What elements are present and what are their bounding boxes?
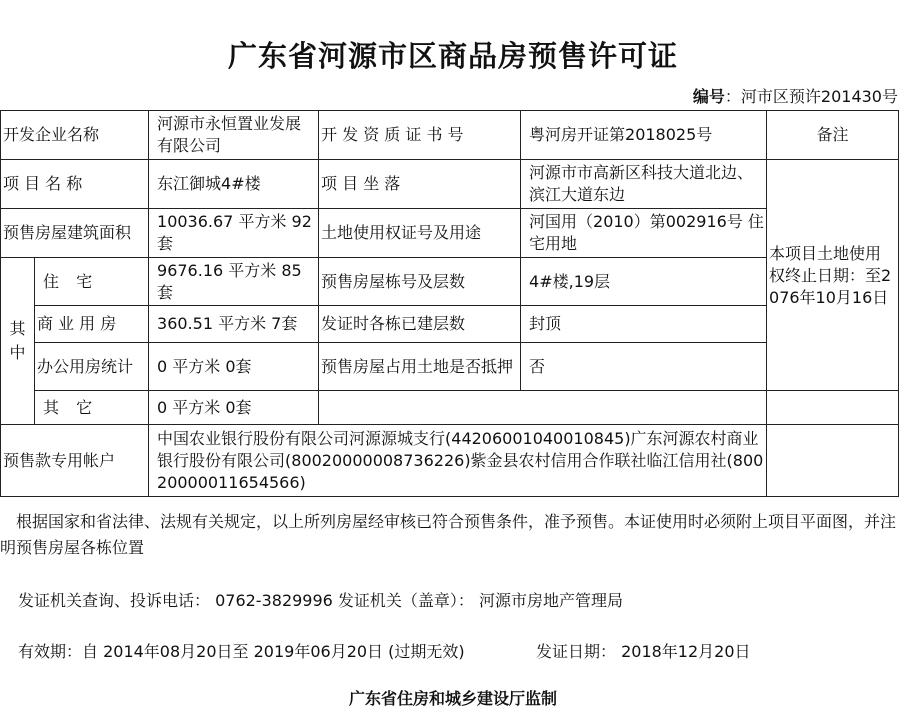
supervisor: 广东省住房和城乡建设厅监制 bbox=[348, 689, 557, 708]
residential-label: 住 宅 bbox=[35, 258, 149, 306]
permit-number bbox=[693, 84, 898, 107]
developer-label: 开发企业名称 bbox=[1, 111, 149, 160]
table-row bbox=[1, 160, 899, 209]
permit-number-label: 编号 bbox=[692, 87, 725, 106]
land-cert-label: 土地使用权证号及用途 bbox=[319, 209, 521, 258]
developer-value: 河源市永恒置业发展有限公司 bbox=[149, 111, 319, 160]
account-label: 预售款专用帐户 bbox=[1, 425, 149, 497]
office-value: 0 平方米 0套 bbox=[149, 343, 319, 391]
qualification-label: 开 发 资 质 证 书 号 bbox=[319, 111, 521, 160]
table-row bbox=[1, 306, 899, 343]
remarks-value: 本项目土地使用权终止日期：至2076年10月16日 bbox=[767, 160, 899, 391]
land-cert-value: 河国用（2010）第002916号 住宅用地 bbox=[521, 209, 767, 258]
other-label: 其 它 bbox=[35, 391, 149, 425]
table-row bbox=[1, 391, 899, 425]
validity: 有效期：自 2014年08月20日至 2019年06月20日 (过期无效) bbox=[18, 642, 465, 661]
contact-info: 发证机关查询、投诉电话： 0762-3829996 发证机关（盖章）： 河源市房地产管理局 bbox=[18, 591, 624, 610]
residential-value: 9676.16 平方米 85套 bbox=[149, 258, 319, 306]
table-row bbox=[1, 343, 899, 391]
project-value: 东江御城4#楼 bbox=[149, 160, 319, 209]
qualification-value: 粤河房开证第2018025号 bbox=[521, 111, 767, 160]
commercial-label: 商 业 用 房 bbox=[35, 306, 149, 343]
account-value: 中国农业银行股份有限公司河源源城支行(44206001040010845)广东河源农村商业银行股份有限公司(80020000008736226)紫金县农村信用合作联社临江信用社(80020000011654566) bbox=[149, 425, 767, 497]
table-row bbox=[1, 258, 899, 306]
permit-number-value: ：河市区预许201430号 bbox=[724, 87, 898, 106]
among-label-text: 其中 bbox=[9, 319, 26, 362]
building-floors-label: 预售房屋栋号及层数 bbox=[319, 258, 521, 306]
permit-table bbox=[0, 110, 899, 497]
remarks-label: 备注 bbox=[767, 111, 899, 160]
building-floors-value: 4#楼,19层 bbox=[521, 258, 767, 306]
commercial-value: 360.51 平方米 7套 bbox=[149, 306, 319, 343]
built-floors-value: 封顶 bbox=[521, 306, 767, 343]
statement: 根据国家和省法律、法规有关规定，以上所列房屋经审核已符合预售条件，准予预售。本证使用时必须附上项目平面图，并注明预售房屋各栋位置 bbox=[0, 512, 897, 557]
among-label bbox=[1, 258, 35, 425]
area-label: 预售房屋建筑面积 bbox=[1, 209, 149, 258]
mortgage-value: 否 bbox=[521, 343, 767, 391]
area-value: 10036.67 平方米 92套 bbox=[149, 209, 319, 258]
empty-cell bbox=[319, 391, 767, 425]
table-row bbox=[1, 425, 899, 497]
table-row bbox=[1, 111, 899, 160]
built-floors-label: 发证时各栋已建层数 bbox=[319, 306, 521, 343]
project-label: 项 目 名 称 bbox=[1, 160, 149, 209]
office-label: 办公用房统计 bbox=[35, 343, 149, 391]
document-title: 广东省河源市区商品房预售许可证 bbox=[227, 39, 678, 73]
other-value: 0 平方米 0套 bbox=[149, 391, 319, 425]
account-blank bbox=[767, 425, 899, 497]
location-value: 河源市市高新区科技大道北边、滨江大道东边 bbox=[521, 160, 767, 209]
issue-date: 发证日期： 2018年12月20日 bbox=[536, 642, 751, 661]
location-label: 项 目 坐 落 bbox=[319, 160, 521, 209]
mortgage-label: 预售房屋占用土地是否抵押 bbox=[319, 343, 521, 391]
table-row bbox=[1, 209, 899, 258]
